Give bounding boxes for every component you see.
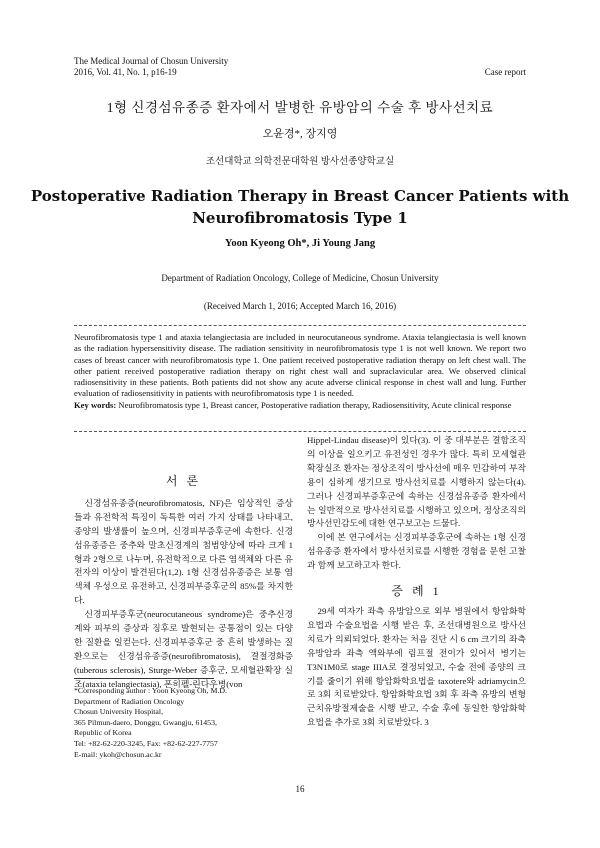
- english-affiliation: Department of Radiation Oncology, College of Medicine, Chosun University: [161, 273, 439, 283]
- case-heading: 증 례 1: [391, 584, 442, 599]
- footnote-line: 365 Pilmun-daero, Donggu, Gwangju, 61453,: [74, 717, 217, 727]
- left-column: [74, 475, 293, 692]
- journal-citation: 2016, Vol. 41, No. 1, p16-19: [74, 67, 177, 77]
- abstract: [74, 332, 526, 411]
- footnote-rule: [74, 678, 214, 679]
- intro-heading: 서 론: [165, 474, 202, 488]
- right-column: [307, 434, 526, 730]
- korean-authors: 오윤경*, 장지영: [262, 128, 338, 140]
- footnote: [74, 686, 299, 760]
- case-paragraph-1: 29세 여자가 좌측 유방암으로 외부 병원에서 항암화학요법과 수술요법을 시행 받은 후, 조선대병원으로 방사선치료가 의뢰되었다. 환자는 처음 진단 시 6 cm 크기의 좌측 유방암과 좌측 액와부에 림프절 전이가 있어서 병기는 T3N1M0로 stage IIIA로 결정되었고, 수술 전에 종양의 크기를 줄이기 위해 항암화학요법을 taxotere와 adriamycin으로 3회 치료받았다. 항암화학요법 3회 후 좌측 유방의 변형근치유방절제술을 시행 받고, 수술 후에 동일한 항암화학요법을 추가로 3회 치료받았다. 3: [307, 605, 526, 728]
- page-number: 16: [295, 784, 305, 794]
- abstract-text: Neurofibromatosis type 1 and ataxia telangiectasia are included in neurocutaneous syndrome. Ataxia telangiectasia is well known as the radiation hypersensitivity disease. The radiation sensitivity in neurofibromatosis type 1 is not well known. We report two cases of breast cancer with neurofibromatosis type 1. One patient received postoperative radiation therapy on left chest wall. The other patient received postoperative radiation therapy on right chest wall and supraclavicular area. We observed clinical radiosensitivity in these patients. Both patients did not show any acute adverse clinical response in chest wall and lung. Further evaluation of radiosensitivity in patients with neurofibromatosis type 1 is needed.: [74, 332, 526, 399]
- keywords-text: Neurofibromatosis type 1, Breast cancer, Postoperative radiation therapy, Radiosensitivity, Acute clinical response: [118, 399, 512, 410]
- journal-name: The Medical Journal of Chosun University: [74, 56, 229, 66]
- english-title-line1: Postoperative Radiation Therapy in Breast Cancer Patients with: [30, 187, 570, 205]
- footnote-line: Department of Radiation Oncology: [74, 696, 185, 706]
- english-title-line2: Neurofibromatosis Type 1: [192, 209, 408, 227]
- footnote-line: Chosun University Hospital,: [74, 707, 164, 717]
- korean-affiliation: 조선대학교 의학전문대학원 방사선종양학교실: [205, 157, 395, 167]
- keywords-label: Key words:: [74, 399, 117, 410]
- journal-header: [74, 56, 228, 78]
- abstract-bottom-divider: [74, 431, 526, 432]
- english-authors: Yoon Kyeong Oh*, Ji Young Jang: [224, 238, 376, 249]
- right-paragraph-2: 이에 본 연구에서는 신경피부증후군에 속하는 1형 신경섬유종증 환자에서 방사선치료를 시행한 경험을 문헌 고찰과 함께 보고하고자 한다.: [307, 532, 526, 571]
- article-type: Case report: [484, 67, 526, 77]
- footnote-line: *Corresponding author : Yoon Kyeong Oh, M.D.: [74, 686, 227, 695]
- received-dates: (Received March 1, 2016; Accepted March 16, 2016): [203, 301, 397, 311]
- keywords: [74, 400, 526, 411]
- footnote-line: E-mail: ykoh@chosun.ac.kr: [74, 749, 162, 759]
- korean-title: 1형 신경섬유종증 환자에서 발병한 유방암의 수술 후 방사선치료: [106, 100, 494, 115]
- right-paragraph-1: Hippel-Lindau disease)이 있다(3). 이 중 대부분은 결함조직의 이상을 일으키고 유전성인 경우가 많다. 특히 모세혈관확장실조 환자는 정상조직이 방사선에 매우 민감하여 부작용이 심하게 생기므로 방사선치료를 시행하지 않는다(4). 그러나 신경피부증후군에 속하는 신경섬유종증 환자에서는 일반적으로 방사선치료를 시행하고 있으며, 정상조직의 방사선민감도에 대한 연구보고는 드물다.: [307, 435, 526, 529]
- english-title: [0, 185, 600, 229]
- footnote-line: Republic of Korea: [74, 728, 132, 738]
- abstract-top-divider: [74, 325, 526, 326]
- intro-paragraph-2: 신경피부증후군(neurocutaneous syndrome)은 중추신경계와 피부의 증상과 징후로 발현되는 공통점이 있는 다양한 질환을 일컫는다. 신경피부증후군 중 흔히 발생하는 질환으로는 신경섬유종증(neurofibromatosis), 결절경화증(tuberous sclerosis), Sturge-Weber 증후군, 모세혈관확장 실조(ataxia telangiectasia), 폰히펠-린다우병(von: [74, 609, 293, 689]
- intro-paragraph-1: 신경섬유종증(neurofibromatosis, NF)은 임상적인 증상들과 유전학적 특징이 독특한 여러 가지 상태를 나타내고, 종양의 발생률이 높으며, 신경피부증후군에 속한다. 신경섬유종증은 중추와 말초신경계의 첨범양상에 따라 크게 1형과 2형으로 나누며, 유전학적으로 다른 염색체와 다른 유전자의 이상이 발견된다(1,2). 1형 신경섬유종증은 보통 염색체 우성으로 유전하고, 신경피부증후군의 85%를 차지한다.: [74, 497, 293, 606]
- footnote-line: Tel: +82-62-220-3245, Fax: +82-62-227-7757: [74, 738, 218, 748]
